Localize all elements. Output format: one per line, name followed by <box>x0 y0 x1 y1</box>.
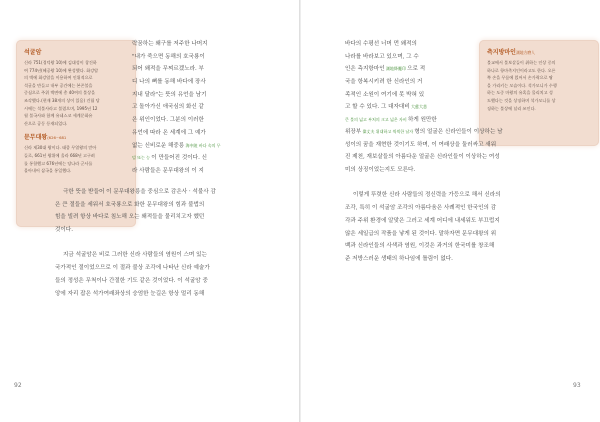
text-line <box>132 101 221 114</box>
note-chukji-line: 하나로 항마촉지인이라고도 한다. 오른 <box>487 67 556 73</box>
line-text: 고 할 수 있다. 그 대자대비 <box>345 104 410 111</box>
text-line <box>132 114 221 127</box>
line-text: 유언에 따라 온 세계에 그 예가 <box>132 129 206 136</box>
line-text: 으로 적 <box>407 66 426 73</box>
line-text: 인은 측지항마인 <box>345 66 385 73</box>
note-chukji-line: 쪽 손을 무릎에 얹어서 손가락으로 땅 <box>487 75 553 81</box>
line-text: 형의 얼굴은 신라인들이 이상하는 남 <box>414 129 503 135</box>
line-text: 바다의 수평선 너머 먼 왜적의 <box>345 41 417 47</box>
note-munmu-line: 를 통합했고 676년에는 당나라 군사를 <box>24 160 93 166</box>
text-line <box>132 140 221 153</box>
line-text: 위장부 <box>345 129 362 135</box>
gloss-annotation: 덤 또는 능 <box>132 155 152 161</box>
note-munmu-line: 들로, 661년 왕위에 올라 668년 고구려 <box>24 152 95 158</box>
note-munmu-line: 신라 제30대 왕이다. 태종 무열왕의 맏아 <box>24 145 97 151</box>
note-seokguram-line: 산으로 공동 등재되었다. <box>24 120 68 126</box>
right-body-text <box>345 126 503 266</box>
note-text-munmu <box>24 144 128 174</box>
text-line <box>132 63 221 76</box>
left-page <box>0 0 299 422</box>
text-line <box>345 89 437 102</box>
note-seokguram-line: 월 불국사와 함께 유네스코 세계문화유 <box>24 113 93 119</box>
text-line <box>132 76 221 89</box>
gloss-annotation: 測地降魔印 <box>384 66 408 72</box>
text-line <box>132 165 221 178</box>
line-text: 되어 왜적을 무찌르겠노라. 부 <box>132 66 204 73</box>
line-text: "내가 죽으면 동해의 호국룡이 <box>132 53 205 60</box>
text-line: 지금 석굴암은 비로 그러한 신라 사람들의 염원이 스며 있는 <box>63 252 207 259</box>
note-term-seokguram: 석굴암 <box>24 49 42 56</box>
text-line <box>345 101 437 114</box>
note-seokguram-line: 조각했다.(현재 38개의 상이 있음) 건립 당 <box>24 97 100 103</box>
line-text: 나라를 바라보고 있으며, 그 수 <box>345 53 419 60</box>
note-seokguram-line: 중심으로 주위 벽면에 총 40여의 불상을 <box>24 90 96 96</box>
line-text: 지내 달라"는 뜻의 유언을 남기 <box>132 91 207 98</box>
text-line: 들의 정성은 무척이나 간절한 기도 같은 것이었다. 이 석굴암 중 <box>55 277 208 284</box>
text-line <box>55 237 216 250</box>
text-line: 조각, 특히 이 석굴암 조각의 아름다움은 사례적인 한국인의 감 <box>345 205 497 212</box>
text-line: 것이다. <box>55 227 73 234</box>
text-line <box>132 51 221 64</box>
right-column-text <box>345 38 437 127</box>
note-term-munmu: 문무대왕(626~681 <box>24 134 67 142</box>
text-line <box>345 51 437 64</box>
text-line <box>345 38 437 51</box>
left-column-text <box>132 38 221 178</box>
text-line: 않은 세일급의 작품을 낳게 된 것이다. 말하자면 문무대왕의 위 <box>345 230 497 237</box>
text-line: 각과 주위 환경에 알맞은 그러고 세계 어디에 내세워도 부끄럽지 <box>345 217 500 224</box>
text-line <box>132 89 221 102</box>
text-line: 백과 신라인들의 사색과 염원, 이것은 과거의 한국미를 창조해 <box>345 243 495 250</box>
text-line: 준 저방스러운 생태의 하나임에 틀림이 없다. <box>345 255 453 262</box>
note-chukji-line: 징하는 불상에 널리 쓰인다. <box>487 105 536 111</box>
note-seokguram-line: 신라 751(경덕왕 10)에 김대성이 창건하 <box>24 60 97 65</box>
page-number-left: 92 <box>14 382 22 389</box>
gloss-annotation: 海中陵 바다 속의 무 <box>184 142 221 148</box>
note-seokguram-line: 여 774년(혜공왕 10)에 완성했다. 화강암 <box>24 67 99 73</box>
text-line: 힘을 빌려 항상 바다로 침노해 오는 왜적들을 물리치고자 했던 <box>55 214 205 221</box>
line-text: 국을 항복시키려 한 신라인의 거 <box>345 79 423 86</box>
note-text-seokguram <box>24 59 128 127</box>
note-munmu-line: 몰아내어 삼국을 통일했다. <box>24 168 72 174</box>
gloss-annotation: 큰 불의 넓고 부처의 크고 넓은 자비 <box>345 117 408 123</box>
left-body-text <box>55 186 216 300</box>
line-text: 이 만들어진 것이다. 신 <box>151 155 208 162</box>
line-text: 라 사람들은 문무대왕의 이 지 <box>132 167 204 174</box>
right-page <box>301 0 600 422</box>
text-line <box>345 76 437 89</box>
text-line <box>132 38 221 51</box>
line-text: 하게 원만한 <box>408 117 437 124</box>
gloss-annotation: 大慈大悲 <box>409 104 427 110</box>
line-text: 락꿈하는 왜구를 저주한 나머지 <box>132 41 208 47</box>
text-line: 극한 뜻을 받들어 이 문무대왕릉을 중심으로 감은사 · 석불사 감 <box>63 189 216 195</box>
text-line: 국가적인 절이었으므로 이 절과 불상 조각에 나타난 신라 예술가 <box>55 265 210 272</box>
text-line: 성이의 꿈을 재현한 것이기도 하며, 이 여래상을 둘러싸고 새워 <box>345 141 497 148</box>
note-text-chukji <box>487 59 591 112</box>
text-line: 은 큰 절들을 세워서 호국룡으로 화한 문무대왕의 힘과 불법의 <box>55 201 205 208</box>
page-number-right: 93 <box>573 382 581 389</box>
note-chukji-line: 도했다는 것을 상징하며 석가모니를 상 <box>487 97 556 103</box>
text-line: 미의 상징이었는지도 모른다. <box>345 167 416 174</box>
text-line <box>132 152 221 165</box>
line-text: 족적인 소원이 여기에 못 박혀 있 <box>345 91 425 98</box>
text-line <box>132 127 221 140</box>
text-line: 앙에 자리 잡은 석가여래좌상의 숭엄한 눈길은 항상 멀리 동해 <box>55 290 205 297</box>
note-seokguram-line: 시에는 석불사라고 불렸으며, 1995년 12 <box>24 105 98 111</box>
text-line: 진 제천, 재보살들의 아름다운 얼굴은 신라인들이 이상하는 여성 <box>345 154 500 161</box>
note-term-chukji: 측지방마인測地方磨人 <box>487 49 535 56</box>
line-text: 고 돌아가신 애국심의 화신 같 <box>132 104 204 111</box>
text-line <box>345 114 437 127</box>
line-text: 은 위인이었다. 그분의 이러한 <box>132 117 204 124</box>
gloss-annotation: 偉丈夫 위대하고 씩씩한 남자 <box>361 129 415 134</box>
note-seokguram-line: 석굴을 만들고 내부 공간에는 본존불을 <box>24 82 93 88</box>
text-line <box>345 63 437 76</box>
note-chukji-line: 불교에서 불보살들이 취하는 인상 중의 <box>487 60 556 65</box>
note-chukji-line: 을 가리키는 모습이다. 석가모니가 수행 <box>487 82 557 88</box>
line-text: 없는 신비로운 해중릉 <box>132 142 185 149</box>
line-text: 디 나의 뼈를 동해 바다에 장사 <box>132 79 206 86</box>
text-line <box>345 177 503 190</box>
text-line: 이렇게 뚜렷한 신라 사람들의 정신력을 가등으로 해서 신라의 <box>353 192 501 199</box>
note-chukji-line: 하는 도중 마왕의 유혹을 물리치고 성 <box>487 90 553 96</box>
text-line <box>345 126 503 139</box>
note-seokguram-line: 의 벽에 화강암을 이용하여 인위적으로 <box>24 75 93 81</box>
